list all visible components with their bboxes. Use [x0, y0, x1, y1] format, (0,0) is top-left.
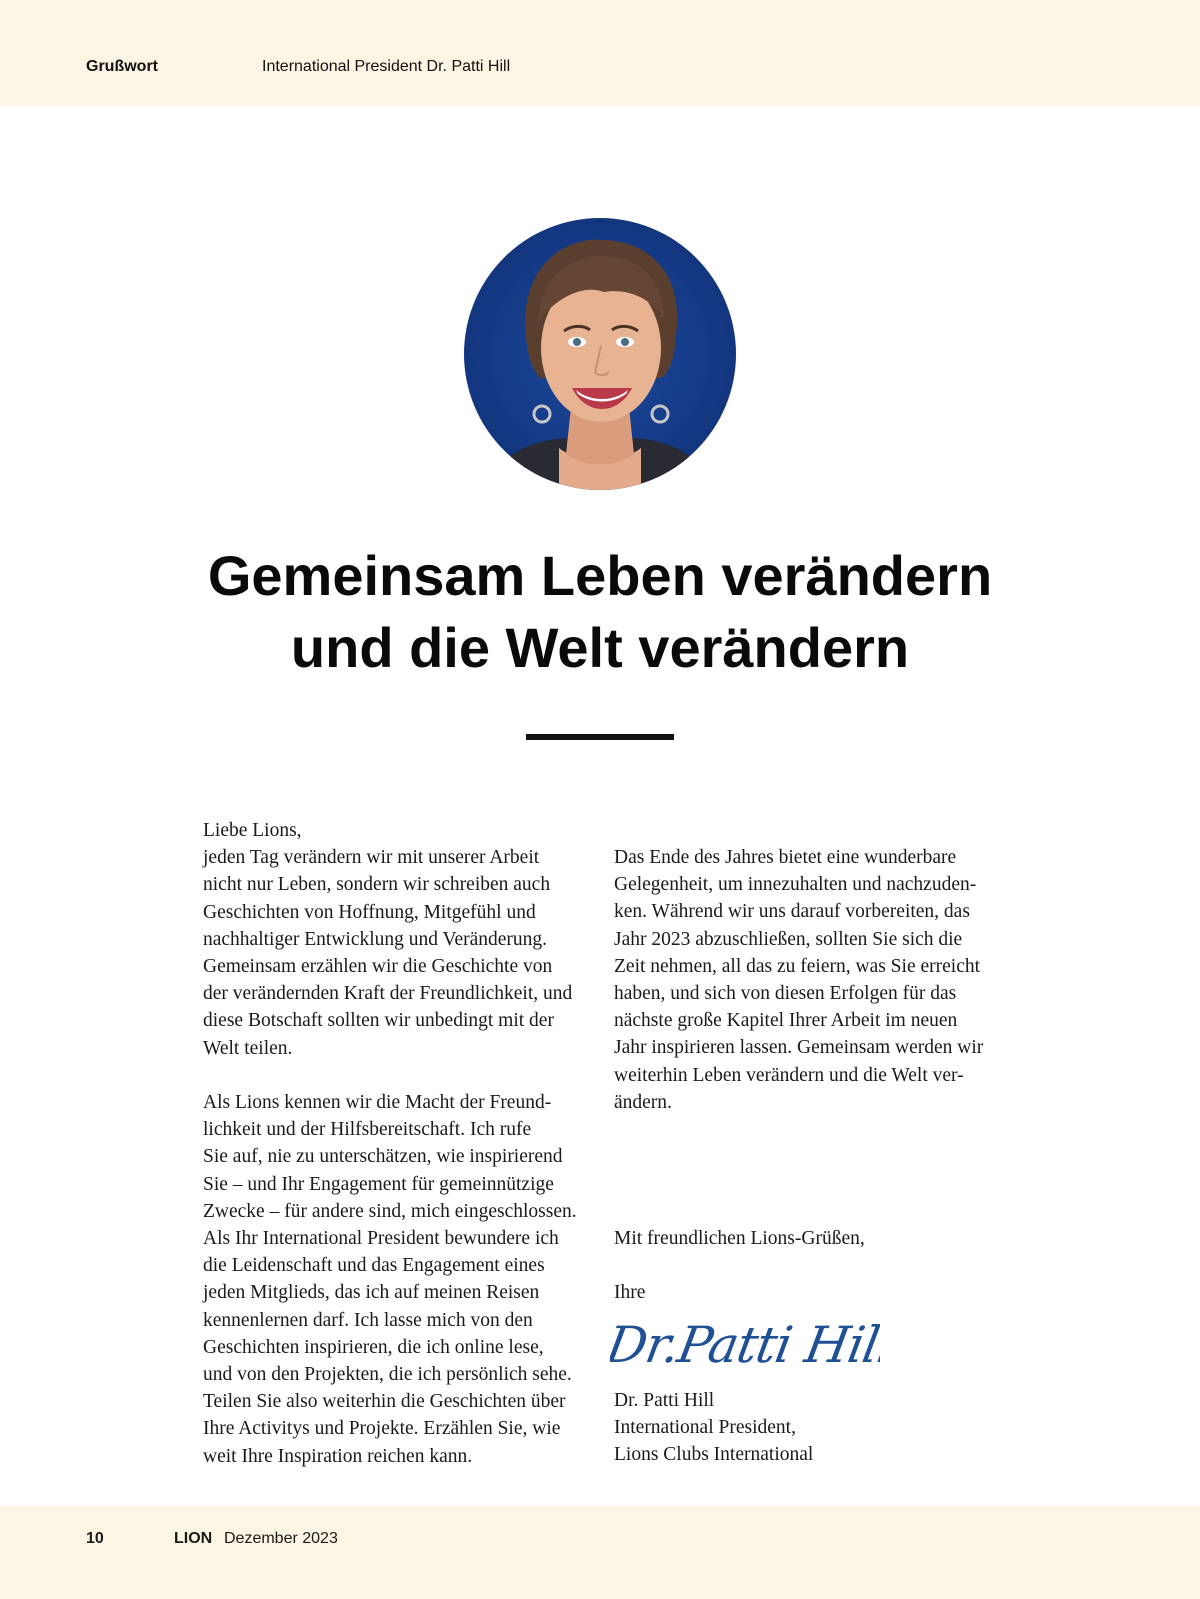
text-line: nächste große Kapitel Ihrer Arbeit im neuen	[614, 1010, 958, 1032]
signer-name: Dr. Patti Hill	[614, 1390, 715, 1411]
text-line: Gemeinsam erzählen wir die Geschichte von	[203, 956, 553, 978]
signer-title: International President,	[614, 1417, 796, 1439]
text-line: Teilen Sie also weiterhin die Geschichten über	[203, 1391, 566, 1413]
letter-column-right	[614, 844, 1009, 1116]
text-line: haben, und sich von diesen Erfolgen für das	[614, 983, 957, 1005]
headline-line-1: Gemeinsam Leben verändern	[207, 544, 993, 607]
letter-ihre: Ihre	[614, 1282, 646, 1303]
portrait-photo	[464, 218, 736, 490]
letter-paragraph-1	[203, 844, 603, 1062]
text-line: und von den Projekten, die ich persönlich sehe.	[203, 1364, 572, 1386]
svg-text:Dr.Patti Hill: Dr.Patti Hill	[610, 1315, 880, 1374]
letter-column-left	[203, 817, 603, 1470]
text-line: weiterhin Leben verändern und die Welt ver-	[614, 1064, 964, 1086]
text-line: Welt teilen.	[203, 1037, 293, 1059]
text-line: Zeit nehmen, all das zu feiern, was Sie erreicht	[614, 955, 981, 977]
signer-org: Lions Clubs International	[614, 1444, 814, 1466]
headline	[100, 540, 1100, 684]
text-line: nachhaltiger Entwicklung und Veränderung.	[203, 928, 548, 950]
text-line: lichkeit und der Hilfsbereitschaft. Ich rufe	[203, 1119, 532, 1141]
text-line: nicht nur Leben, sondern wir schreiben auch	[203, 874, 551, 896]
text-line: diese Botschaft sollten wir unbedingt mit der	[203, 1010, 554, 1032]
page-footer	[0, 1506, 1200, 1599]
letter-paragraph-2	[203, 1089, 603, 1470]
text-line: der verändernden Kraft der Freundlichkeit, und	[203, 983, 573, 1005]
signer-block	[614, 1387, 813, 1469]
magazine-name: LION	[174, 1530, 213, 1547]
text-line: Als Lions kennen wir die Macht der Freund-	[203, 1092, 552, 1114]
page-number: 10	[86, 1530, 104, 1547]
text-line: weit Ihre Inspiration reichen kann.	[203, 1445, 473, 1467]
text-line: Jahr inspirieren lassen. Gemeinsam werden wir	[614, 1037, 984, 1059]
text-line: Sie auf, nie zu unterschätzen, wie inspirierend	[203, 1146, 563, 1168]
text-line: Das Ende des Jahres bietet eine wunderbare	[614, 847, 957, 868]
text-line: ändern.	[614, 1091, 672, 1113]
text-line: kennenlernen darf. Ich lasse mich von den	[203, 1309, 533, 1331]
text-line: Gelegenheit, um innezuhalten und nachzuden-	[614, 874, 977, 896]
text-line: Sie – und Ihr Engagement für gemeinnützige	[203, 1173, 554, 1195]
letter-greeting: Liebe Lions,	[203, 820, 302, 841]
text-line: Geschichten von Hoffnung, Mitgefühl und	[203, 901, 536, 923]
handwritten-signature	[610, 1306, 880, 1383]
header-subtitle: International President Dr. Patti Hill	[262, 58, 511, 75]
text-line: jeden Tag verändern wir mit unserer Arbeit	[203, 847, 540, 869]
text-line: jeden Mitglieds, das ich auf meinen Reisen	[203, 1282, 540, 1304]
text-line: die Leidenschaft und das Engagement eines	[203, 1255, 545, 1277]
text-line: Zwecke – für andere sind, mich eingeschlossen.	[203, 1200, 577, 1222]
text-line: Jahr 2023 abzuschließen, sollten Sie sich die	[614, 928, 963, 950]
text-line: Ihre Activitys und Projekte. Erzählen Sie, wie	[203, 1418, 561, 1440]
headline-divider	[526, 734, 674, 740]
text-line: Geschichten inspirieren, die ich online lese,	[203, 1336, 544, 1358]
issue-date: Dezember 2023	[224, 1530, 338, 1547]
text-line: Als Ihr International President bewundere ich	[203, 1228, 559, 1250]
letter-closing: Mit freundlichen Lions-Grüßen,	[614, 1228, 865, 1249]
text-line: ken. Während wir uns darauf vorbereiten, das	[614, 901, 970, 923]
page-header	[0, 0, 1200, 106]
section-label: Grußwort	[86, 58, 158, 75]
headline-line-2: und die Welt verändern	[290, 616, 910, 679]
